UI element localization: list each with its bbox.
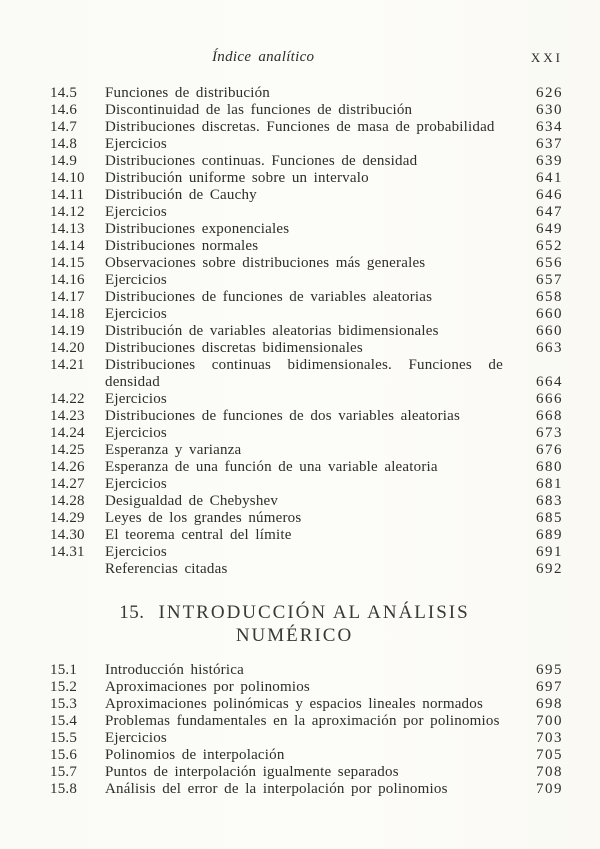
entry-page-number: 647 — [536, 204, 563, 220]
entry-page-number: 689 — [536, 527, 563, 543]
toc-entry — [50, 289, 563, 306]
entry-page-number: 649 — [536, 221, 563, 237]
entry-page-number: 695 — [536, 662, 563, 678]
entry-section-number: 14.27 — [50, 476, 85, 492]
entry-title: El teorema central del límite — [105, 527, 292, 543]
entry-page-number: 657 — [536, 272, 563, 288]
entry-page-number: 673 — [536, 425, 563, 441]
entry-page-number: 646 — [536, 187, 563, 203]
entry-section-number: 14.7 — [50, 119, 78, 135]
toc-entry — [50, 459, 563, 476]
entry-page-number: 666 — [536, 391, 563, 407]
toc-entry — [50, 425, 563, 442]
entry-title: Esperanza y varianza — [105, 442, 242, 458]
entry-page-number: 683 — [536, 493, 563, 509]
entry-page-number: 630 — [536, 102, 563, 118]
toc-entry — [50, 204, 563, 221]
entry-section-number: 14.24 — [50, 425, 85, 441]
entry-page-number: 664 — [536, 374, 563, 390]
entry-title: Referencias citadas — [105, 561, 228, 577]
entry-title: Introducción histórica — [105, 662, 244, 678]
chapter-heading-title-line1: INTRODUCCIÓN AL ANÁLISIS — [158, 602, 470, 623]
entry-page-number: 668 — [536, 408, 563, 424]
toc-entry — [50, 153, 563, 170]
entry-title: Ejercicios — [105, 272, 167, 288]
toc-entry — [50, 561, 563, 578]
toc-entry — [50, 493, 563, 510]
entry-title: Desigualdad de Chebyshev — [105, 493, 279, 509]
toc-entry — [50, 119, 563, 136]
entry-title: Ejercicios — [105, 204, 167, 220]
toc-entry — [50, 408, 563, 425]
entry-section-number: 14.31 — [50, 544, 85, 560]
toc-entry — [50, 781, 563, 798]
chapter-15-heading — [38, 601, 551, 647]
toc-chapter-15 — [50, 662, 563, 798]
entry-section-number: 14.9 — [50, 153, 78, 169]
toc-entry — [50, 391, 563, 408]
entry-section-number: 14.5 — [50, 85, 78, 101]
entry-title: Distribuciones de funciones de dos variables aleatorias — [105, 408, 461, 424]
entry-section-number: 15.7 — [50, 764, 78, 780]
folio-page-number: XXI — [530, 50, 563, 65]
entry-section-number: 15.2 — [50, 679, 78, 695]
entry-page-number: 700 — [536, 713, 563, 729]
chapter-heading-title-line2: NUMÉRICO — [235, 625, 354, 646]
toc-entry — [50, 442, 563, 459]
entry-title: Esperanza de una función de una variable aleatoria — [105, 459, 438, 475]
toc-entry — [50, 221, 563, 238]
entry-page-number: 708 — [536, 764, 563, 780]
entry-title: Polinomios de interpolación — [105, 747, 285, 763]
entry-page-number: 660 — [536, 306, 563, 322]
entry-section-number: 14.12 — [50, 204, 85, 220]
entry-title: Distribuciones continuas bidimensionales. Funciones de densidad — [105, 357, 503, 390]
entry-section-number: 14.10 — [50, 170, 85, 186]
entry-section-number: 14.15 — [50, 255, 85, 271]
entry-title: Análisis del error de la interpolación por polinomios — [105, 781, 448, 797]
toc-entry — [50, 713, 563, 730]
entry-section-number: 14.25 — [50, 442, 85, 458]
entry-title: Discontinuidad de las funciones de distribución — [105, 102, 413, 118]
page-header — [50, 49, 563, 67]
running-title: Índice analítico — [212, 49, 315, 65]
toc-entry — [50, 306, 563, 323]
toc-entry — [50, 764, 563, 781]
toc-entry — [50, 340, 563, 357]
entry-page-number: 703 — [536, 730, 563, 746]
toc-entry — [50, 696, 563, 713]
entry-section-number: 14.13 — [50, 221, 85, 237]
entry-section-number: 14.19 — [50, 323, 85, 339]
entry-title: Puntos de interpolación igualmente separados — [105, 764, 399, 780]
entry-section-number: 15.8 — [50, 781, 78, 797]
entry-title: Distribución de Cauchy — [105, 187, 257, 203]
entry-page-number: 676 — [536, 442, 563, 458]
toc-entry — [50, 187, 563, 204]
entry-page-number: 658 — [536, 289, 563, 305]
toc-entry — [50, 255, 563, 272]
entry-section-number: 15.3 — [50, 696, 78, 712]
entry-title: Ejercicios — [105, 730, 167, 746]
entry-title: Ejercicios — [105, 136, 167, 152]
entry-page-number: 656 — [536, 255, 563, 271]
entry-page-number: 626 — [536, 85, 563, 101]
chapter-heading-number: 15. — [119, 602, 145, 623]
toc-entry — [50, 272, 563, 289]
entry-section-number: 14.6 — [50, 102, 78, 118]
entry-page-number: 634 — [536, 119, 563, 135]
toc-entry — [50, 323, 563, 340]
entry-title: Distribución uniforme sobre un intervalo — [105, 170, 369, 186]
entry-page-number: 705 — [536, 747, 563, 763]
entry-title: Problemas fundamentales en la aproximación por polinomios — [105, 713, 500, 729]
entry-page-number: 637 — [536, 136, 563, 152]
entry-title: Distribuciones exponenciales — [105, 221, 290, 237]
entry-page-number: 697 — [536, 679, 563, 695]
entry-section-number: 14.18 — [50, 306, 85, 322]
toc-entry — [50, 527, 563, 544]
entry-section-number: 15.4 — [50, 713, 78, 729]
entry-section-number: 14.28 — [50, 493, 85, 509]
toc-entry — [50, 85, 563, 102]
entry-page-number: 692 — [536, 561, 563, 577]
entry-section-number: 14.30 — [50, 527, 85, 543]
entry-page-number: 685 — [536, 510, 563, 526]
entry-section-number: 15.6 — [50, 747, 78, 763]
entry-title: Ejercicios — [105, 306, 167, 322]
entry-title: Ejercicios — [105, 425, 167, 441]
toc-entry — [50, 510, 563, 527]
entry-section-number: 14.23 — [50, 408, 85, 424]
entry-section-number: 14.22 — [50, 391, 85, 407]
entry-section-number: 14.17 — [50, 289, 85, 305]
entry-section-number: 14.21 — [50, 357, 85, 373]
entry-title: Aproximaciones polinómicas y espacios lineales normados — [105, 696, 483, 712]
toc-entry — [50, 476, 563, 493]
entry-title: Ejercicios — [105, 391, 167, 407]
entry-page-number: 691 — [536, 544, 563, 560]
entry-page-number: 652 — [536, 238, 563, 254]
toc-entry — [50, 170, 563, 187]
entry-section-number: 14.26 — [50, 459, 85, 475]
entry-title: Ejercicios — [105, 544, 167, 560]
entry-page-number: 639 — [536, 153, 563, 169]
entry-title: Funciones de distribución — [105, 85, 270, 101]
toc-entry — [50, 102, 563, 119]
toc-entry — [50, 730, 563, 747]
entry-section-number: 14.8 — [50, 136, 78, 152]
entry-title: Distribuciones discretas bidimensionales — [105, 340, 363, 356]
toc-entry — [50, 679, 563, 696]
entry-page-number: 663 — [536, 340, 563, 356]
entry-section-number: 15.1 — [50, 662, 78, 678]
entry-title: Distribuciones de funciones de variables aleatorias — [105, 289, 433, 305]
toc-entry — [50, 662, 563, 679]
entry-title: Distribuciones normales — [105, 238, 259, 254]
toc-entry — [50, 357, 563, 391]
entry-title: Distribución de variables aleatorias bidimensionales — [105, 323, 439, 339]
entry-section-number: 14.11 — [50, 187, 85, 203]
toc-entry — [50, 544, 563, 561]
entry-page-number: 698 — [536, 696, 563, 712]
toc-entry — [50, 747, 563, 764]
entry-section-number: 14.29 — [50, 510, 85, 526]
entry-page-number: 641 — [536, 170, 563, 186]
entry-title: Observaciones sobre distribuciones más generales — [105, 255, 426, 271]
toc-entry — [50, 136, 563, 153]
entry-title: Ejercicios — [105, 476, 167, 492]
entry-section-number: 14.20 — [50, 340, 85, 356]
entry-title: Aproximaciones por polinomios — [105, 679, 310, 695]
toc-chapter-14 — [50, 85, 563, 578]
chapter-heading-line1 — [119, 602, 469, 623]
entry-section-number: 14.16 — [50, 272, 85, 288]
entry-title: Distribuciones discretas. Funciones de masa de probabilidad — [105, 119, 495, 135]
entry-page-number: 660 — [536, 323, 563, 339]
entry-section-number: 15.5 — [50, 730, 78, 746]
entry-page-number: 681 — [536, 476, 563, 492]
entry-page-number: 709 — [536, 781, 563, 797]
entry-section-number: 14.14 — [50, 238, 85, 254]
entry-title: Distribuciones continuas. Funciones de densidad — [105, 153, 418, 169]
entry-page-number: 680 — [536, 459, 563, 475]
entry-title: Leyes de los grandes números — [105, 510, 302, 526]
toc-entry — [50, 238, 563, 255]
